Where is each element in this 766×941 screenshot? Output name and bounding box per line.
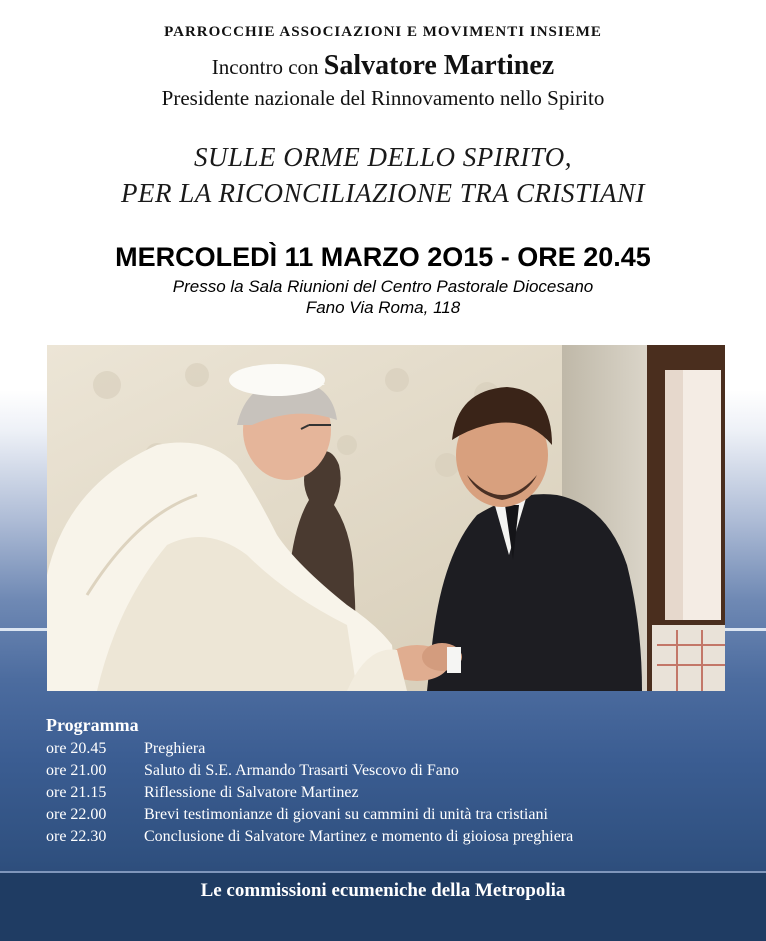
program-item	[46, 804, 573, 826]
program-section	[46, 715, 573, 848]
program-item	[46, 826, 573, 848]
speaker-name: Salvatore Martinez	[323, 50, 555, 81]
program-item-label: Preghiera	[144, 740, 206, 757]
program-item-time: ore 21.00	[46, 762, 107, 779]
meeting-prefix: Incontro con	[211, 55, 319, 79]
event-title-line-1: SULLE ORME DELLO SPIRITO,	[193, 142, 572, 172]
speaker-role: Presidente nazionale del Rinnovamento nello Spirito	[161, 86, 605, 110]
footer-text: Le commissioni ecumeniche della Metropolia	[200, 880, 566, 901]
program-item	[46, 782, 573, 804]
program-title: Programma	[46, 715, 139, 735]
program-item-label: Conclusione di Salvatore Martinez e momento di gioiosa preghiera	[144, 828, 574, 845]
program-item-time: ore 22.00	[46, 806, 107, 823]
event-venue: Presso la Sala Riunioni del Centro Pastorale Diocesano	[172, 277, 594, 296]
event-address: Fano Via Roma, 118	[305, 298, 461, 317]
event-date-time: MERCOLEDÌ 11 MARZO 2O15 - ORE 20.45	[115, 242, 651, 272]
program-item	[46, 760, 573, 782]
footer-divider	[0, 871, 766, 873]
program-item	[46, 738, 573, 760]
organizers-line: PARROCCHIE ASSOCIAZIONI E MOVIMENTI INSIEME	[164, 24, 602, 40]
program-item-label: Brevi testimonianze di giovani su cammini di unità tra cristiani	[144, 806, 548, 823]
meeting-line	[0, 50, 766, 82]
decorative-stripe-left	[0, 628, 48, 631]
program-item-time: ore 20.45	[46, 740, 107, 757]
program-item-time: ore 22.30	[46, 828, 107, 845]
event-title-line-2: PER LA RICONCILIAZIONE TRA CRISTIANI	[120, 178, 645, 208]
program-item-label: Saluto di S.E. Armando Trasarti Vescovo di Fano	[144, 762, 459, 779]
photo-handshake	[47, 345, 725, 691]
program-item-label: Riflessione di Salvatore Martinez	[144, 784, 359, 801]
decorative-stripe-right	[725, 628, 766, 631]
program-item-time: ore 21.15	[46, 784, 107, 801]
